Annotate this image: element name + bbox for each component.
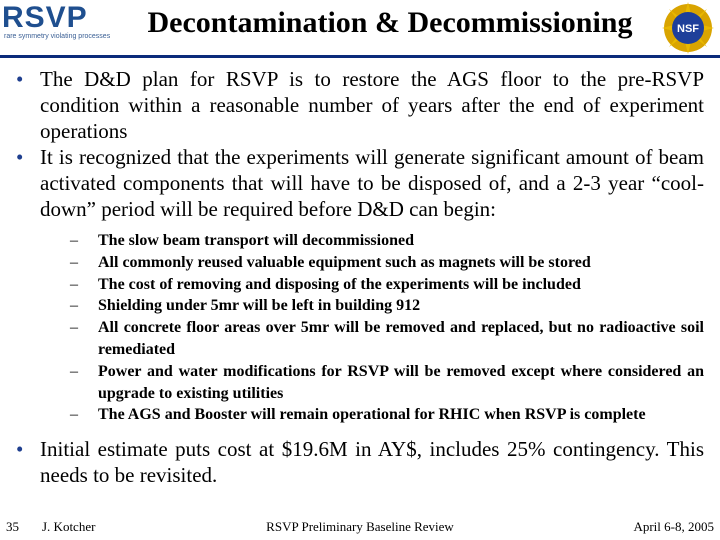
sub-bullet-item xyxy=(40,274,704,296)
bullet-item xyxy=(14,144,704,426)
nsf-seal-icon xyxy=(662,2,714,54)
footer-date: April 6-8, 2005 xyxy=(633,519,714,534)
sub-bullet-text: The slow beam transport will decommissioned xyxy=(98,232,414,249)
sub-bullet-item xyxy=(40,361,704,405)
dash-icon: – xyxy=(70,253,78,271)
footer-title: RSVP Preliminary Baseline Review xyxy=(266,519,454,534)
bullet-item xyxy=(14,66,704,144)
bullet-icon: • xyxy=(16,145,24,169)
dash-icon: – xyxy=(70,275,78,293)
dash-icon: – xyxy=(70,297,78,315)
sub-bullet-item xyxy=(40,230,704,252)
dash-icon: – xyxy=(70,232,78,249)
bullet-text: The D&D plan for RSVP is to restore the AGS floor to the pre-RSVP condition within a reasonable number of years after the end of experiment operations xyxy=(40,67,704,143)
sub-bullet-item xyxy=(40,295,704,317)
bullet-item xyxy=(14,436,704,488)
sub-bullet-text: Power and water modifications for RSVP will be removed except where considered an upgrade to existing utilities xyxy=(98,362,704,402)
logo-text: RSVP xyxy=(2,1,88,34)
sub-bullet-text: The AGS and Booster will remain operational for RHIC when RSVP is complete xyxy=(98,406,646,424)
rsvp-logo xyxy=(2,2,114,46)
sub-bullet-item xyxy=(40,404,704,426)
bullet-text: Initial estimate puts cost at $19.6M in AY$, includes 25% contingency. This needs to be revisited. xyxy=(40,437,704,488)
dash-icon: – xyxy=(70,406,78,424)
sub-bullet-text: The cost of removing and disposing of the experiments will be included xyxy=(98,275,581,293)
sub-bullet-text: All concrete floor areas over 5mr will be removed and replaced, but no radioactive soil remediated xyxy=(98,319,704,358)
footer xyxy=(0,519,720,539)
sub-bullet-list xyxy=(40,230,704,426)
bullet-icon: • xyxy=(16,67,24,91)
dash-icon: – xyxy=(70,362,78,380)
bullet-list xyxy=(14,66,704,488)
bullet-icon: • xyxy=(16,437,24,462)
footer-author: J. Kotcher xyxy=(42,519,96,534)
sub-bullet-item xyxy=(40,317,704,361)
nsf-label: NSF xyxy=(677,23,699,35)
logo-subtitle: rare symmetry violating processes xyxy=(4,33,111,40)
sub-bullet-text: Shielding under 5mr will be left in building 912 xyxy=(98,297,421,315)
slide-title: Decontamination & Decommissioning xyxy=(147,6,633,39)
page-number: 35 xyxy=(6,519,19,534)
title-divider xyxy=(0,55,720,58)
dash-icon: – xyxy=(70,319,78,337)
bullet-text: It is recognized that the experiments will generate significant amount of beam activated components that will have to be disposed of, and a 2-3 year “cool-down” period will be required before D&D can begin: xyxy=(40,145,704,221)
sub-bullet-text: All commonly reused valuable equipment such as magnets will be stored xyxy=(98,253,591,271)
sub-bullet-item xyxy=(40,252,704,274)
